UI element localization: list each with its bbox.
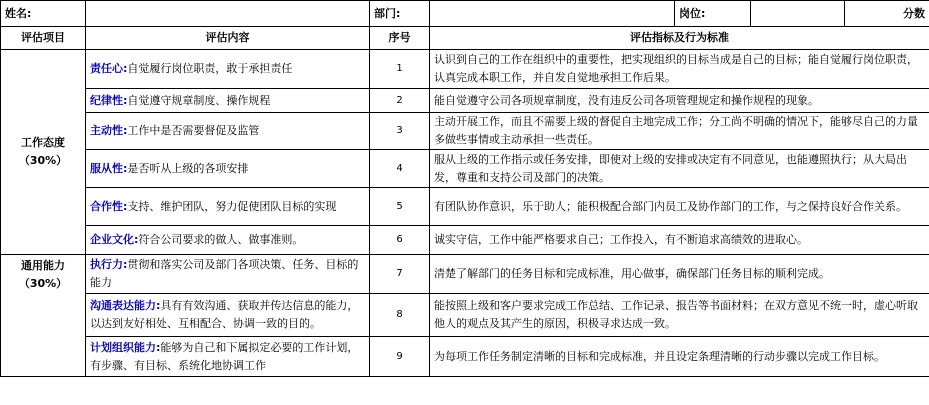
name-field[interactable] — [86, 1, 370, 27]
criteria-cell: 诚实守信，工作中能严格要求自己；工作投入，有不断追求高绩效的进取心。 — [430, 226, 929, 255]
content-keyword: 纪律性: — [90, 93, 128, 107]
criteria-cell: 为每项工作任务制定清晰的目标和完成标准，并且设定条理清晰的行动步骤以完成工作目标。 — [430, 337, 929, 377]
content-desc: 支持、维护团队，努力促使团队目标的实现 — [127, 199, 337, 213]
criteria-cell: 有团队协作意识，乐于助人；能积极配合部门内员工及协作部门的工作，与之保持良好合作关系。 — [430, 188, 929, 226]
score-label: 分数 — [845, 1, 929, 27]
table-row — [1, 150, 929, 188]
col-header-content: 评估内容 — [86, 27, 370, 50]
criteria-cell: 认识到自己的工作在组织中的重要性，把实现组织的目标当成是自己的目标；能自觉履行岗位职责，认真完成本职工作，并自发自觉地承担工作后果。 — [430, 50, 929, 89]
col-header-criteria: 评估指标及行为标准 — [430, 27, 929, 50]
content-keyword: 计划组织能力: — [90, 340, 161, 354]
table-row — [1, 188, 929, 226]
table-row — [1, 337, 929, 377]
table-row — [1, 50, 929, 89]
seq-cell: 3 — [370, 113, 430, 150]
dept-label: 部门: — [370, 1, 430, 27]
seq-cell: 2 — [370, 89, 430, 113]
seq-cell: 6 — [370, 226, 430, 255]
header-row — [1, 1, 929, 27]
criteria-cell: 清楚了解部门的任务目标和完成标准，用心做事，确保部门任务目标的顺利完成。 — [430, 255, 929, 294]
category-title: 工作态度 — [21, 136, 65, 149]
content-desc: 是否听从上级的各项安排 — [127, 161, 249, 175]
content-keyword: 执行力: — [90, 258, 128, 271]
content-desc: 贯彻和落实公司及部门各项决策、任务、目标的能力 — [90, 258, 359, 289]
name-label: 姓名: — [1, 1, 86, 27]
table-row — [1, 89, 929, 113]
category-attitude — [1, 50, 86, 255]
table-row — [1, 294, 929, 337]
category-weight: （30%） — [18, 154, 68, 167]
position-label: 岗位: — [675, 1, 751, 27]
content-keyword: 沟通表达能力: — [90, 299, 161, 312]
criteria-cell: 能按照上级和客户要求完成工作总结、工作记录、报告等书面材料；在双方意见不统一时，虚心听取他人的观点及其产生的原因，积极寻求达成一致。 — [430, 294, 929, 337]
content-cell — [86, 255, 370, 294]
category-title: 通用能力 — [21, 259, 65, 272]
category-weight: （30%） — [18, 277, 68, 290]
content-desc: 工作中是否需要督促及监管 — [127, 124, 260, 137]
content-desc: 符合公司要求的做人、做事准则。 — [138, 233, 304, 246]
table-row — [1, 113, 929, 150]
content-keyword: 服从性: — [90, 161, 128, 175]
content-cell — [86, 150, 370, 188]
seq-cell: 5 — [370, 188, 430, 226]
content-desc: 自觉遵守规章制度、操作规程 — [127, 93, 271, 107]
dept-field[interactable] — [430, 1, 675, 27]
content-keyword: 企业文化: — [90, 233, 139, 246]
seq-cell: 1 — [370, 50, 430, 89]
table-row — [1, 226, 929, 255]
content-cell — [86, 50, 370, 89]
content-desc: 自觉履行岗位职责，敢于承担责任 — [127, 62, 293, 75]
content-keyword: 责任心: — [90, 62, 128, 75]
content-keyword: 合作性: — [90, 199, 128, 213]
col-header-item: 评估项目 — [1, 27, 86, 50]
seq-cell: 9 — [370, 337, 430, 377]
seq-cell: 4 — [370, 150, 430, 188]
content-cell — [86, 337, 370, 377]
seq-cell: 7 — [370, 255, 430, 294]
content-cell — [86, 226, 370, 255]
content-cell — [86, 89, 370, 113]
criteria-cell: 能自觉遵守公司各项规章制度，没有违反公司各项管理规定和操作规程的现象。 — [430, 89, 929, 113]
content-cell — [86, 294, 370, 337]
col-header-seq: 序号 — [370, 27, 430, 50]
content-desc: 能够为自己和下属拟定必要的工作计划，有步骤、有目标、系统化地协调工作 — [90, 340, 359, 372]
position-field[interactable] — [751, 1, 845, 27]
category-ability — [1, 255, 86, 377]
column-header-row — [1, 27, 929, 50]
content-desc: 具有有效沟通、获取并传达信息的能力，以达到友好相处、互相配合、协调一致的目的。 — [90, 299, 359, 330]
content-cell — [86, 188, 370, 226]
content-keyword: 主动性: — [90, 124, 128, 137]
criteria-cell: 主动开展工作，而且不需要上级的督促自主地完成工作；分工尚不明确的情况下，能够尽自己的力量多做些事情或主动承担一些责任。 — [430, 113, 929, 150]
content-cell — [86, 113, 370, 150]
table-row — [1, 255, 929, 294]
criteria-cell: 服从上级的工作指示或任务安排，即使对上级的安排或决定有不同意见，也能遵照执行；从大局出发，尊重和支持公司及部门的决策。 — [430, 150, 929, 188]
seq-cell: 8 — [370, 294, 430, 337]
